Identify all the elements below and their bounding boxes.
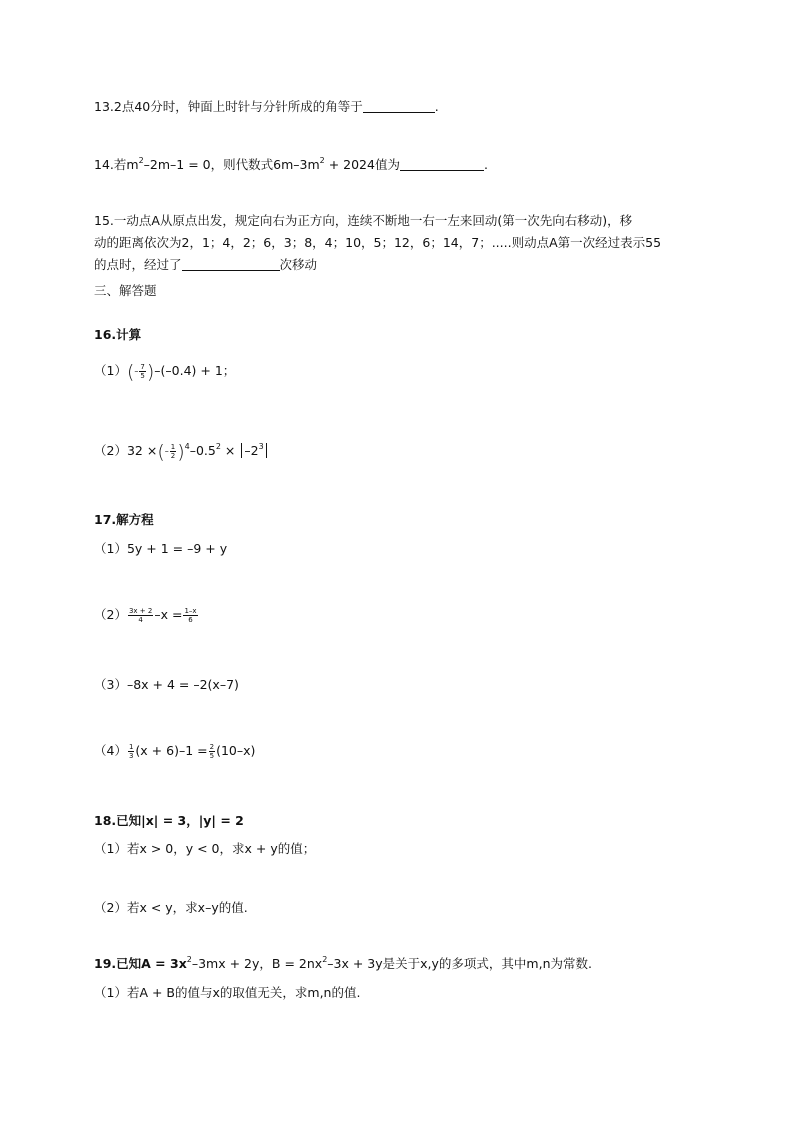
left-paren: ( — [126, 361, 135, 383]
fraction — [209, 743, 215, 760]
question-18-title: 18.已知|x| = 3，|y| = 2 — [94, 813, 244, 828]
exponent: 2 — [215, 442, 221, 451]
denominator: 5 — [209, 752, 215, 760]
answer-blank-14[interactable] — [400, 157, 484, 171]
expression: 32 × — [126, 443, 158, 458]
exponent: 4 — [184, 442, 190, 451]
exponent: 3 — [258, 442, 264, 451]
abs-bar-left — [241, 443, 242, 458]
question-18-part-1: （1）若x > 0，y < 0，求x + y的值； — [94, 841, 316, 856]
numerator: 1 — [170, 443, 176, 451]
fraction — [170, 443, 176, 460]
fraction — [139, 363, 145, 380]
question-17-title: 17.解方程 — [94, 512, 154, 527]
denominator: 2 — [170, 452, 176, 460]
exponent: 2 — [186, 955, 192, 964]
question-18-part-2: （2）若x < y，求x–y的值. — [94, 900, 248, 915]
exponent: 2 — [138, 156, 144, 165]
left-paren: ( — [157, 441, 165, 463]
expression: × — [220, 443, 240, 458]
question-17-equation-3: （3）–8x + 4 = –2(x–7) — [94, 677, 239, 692]
question-15-line-2: 动的距离依次为2，1；4，2；6，3；8，4；10，5；12，6；14，7；.....则动点A第一次经过表示55 — [94, 235, 662, 250]
question-15-line-3 — [94, 256, 317, 274]
answer-blank-15[interactable] — [182, 257, 280, 271]
numerator: 2 — [209, 743, 215, 751]
expression: (x + 6)–1 = — [135, 743, 208, 758]
fraction — [128, 743, 134, 760]
numerator: 1 — [128, 743, 134, 751]
expression: –2 — [244, 443, 259, 458]
question-15-line-1: 15.一动点A从原点出发，规定向右为正方向，连续不断地一右一左来回动(第一次先向右移动)，移 — [94, 213, 633, 228]
question-17-equation-1: （1）5y + 1 = –9 + y — [94, 541, 228, 556]
numerator: 7 — [140, 363, 145, 371]
question-15-part: 次移动 — [279, 257, 318, 272]
numerator: 3x + 2 — [128, 607, 153, 615]
numerator: 1–x — [184, 607, 197, 615]
question-13-end: . — [434, 99, 439, 114]
question-13 — [94, 98, 439, 116]
question-15-part: 的点时，经过了 — [94, 257, 182, 272]
question-14-part: –2m–1 = 0，则代数式6m–3m — [143, 157, 320, 172]
denominator: 6 — [188, 616, 193, 624]
question-16-part-1: （1）(– $\frac{7}{5}$ )–(–0.4) + 1； — [94, 361, 236, 383]
part-label: （4） — [94, 743, 127, 758]
question-19-part: –3x + 3y是关于x,y的多项式，其中m,n为常数. — [327, 956, 592, 971]
denominator: 4 — [138, 616, 143, 624]
question-16-title: 16.计算 — [94, 327, 142, 342]
question-14 — [94, 156, 488, 174]
exponent: 2 — [322, 955, 328, 964]
expression: –x = — [154, 607, 183, 622]
part-label: （1） — [94, 363, 127, 378]
right-paren: ) — [177, 441, 185, 463]
denominator: 5 — [140, 372, 145, 380]
question-16-part-2: （2）32 ×(– $\frac{1}{2}$ )$^4-0.5^2 \times -2^3$ — [94, 442, 269, 461]
question-14-part: + 2024值为 — [324, 157, 400, 172]
fraction — [183, 607, 197, 624]
abs-bar-right — [266, 443, 267, 458]
part-label: （2） — [94, 607, 127, 622]
expression: –(–0.4) + 1； — [154, 363, 236, 378]
question-13-text: 13.2点40分时，钟面上时针与分针所成的角等于 — [94, 99, 363, 114]
part-label: （2） — [94, 443, 127, 458]
question-14-part: 14.若m — [94, 157, 139, 172]
question-19 — [94, 955, 592, 973]
question-17-equation-4 — [94, 742, 255, 760]
fraction — [128, 607, 153, 624]
question-19-part: 19.已知A = 3x — [94, 956, 187, 971]
right-paren: ) — [146, 361, 155, 383]
expression: –0.5 — [189, 443, 216, 458]
question-14-end: . — [483, 157, 488, 172]
expression: (10–x) — [216, 743, 256, 758]
question-17-equation-2 — [94, 606, 199, 624]
question-19-part-1: （1）若A + B的值与x的取值无关，求m,n的值. — [94, 985, 361, 1000]
exponent: 2 — [319, 156, 325, 165]
denominator: 3 — [128, 752, 134, 760]
answer-blank-13[interactable] — [363, 99, 435, 113]
section-heading: 三、解答题 — [94, 283, 157, 298]
question-19-part: –3mx + 2y，B = 2nx — [191, 956, 323, 971]
